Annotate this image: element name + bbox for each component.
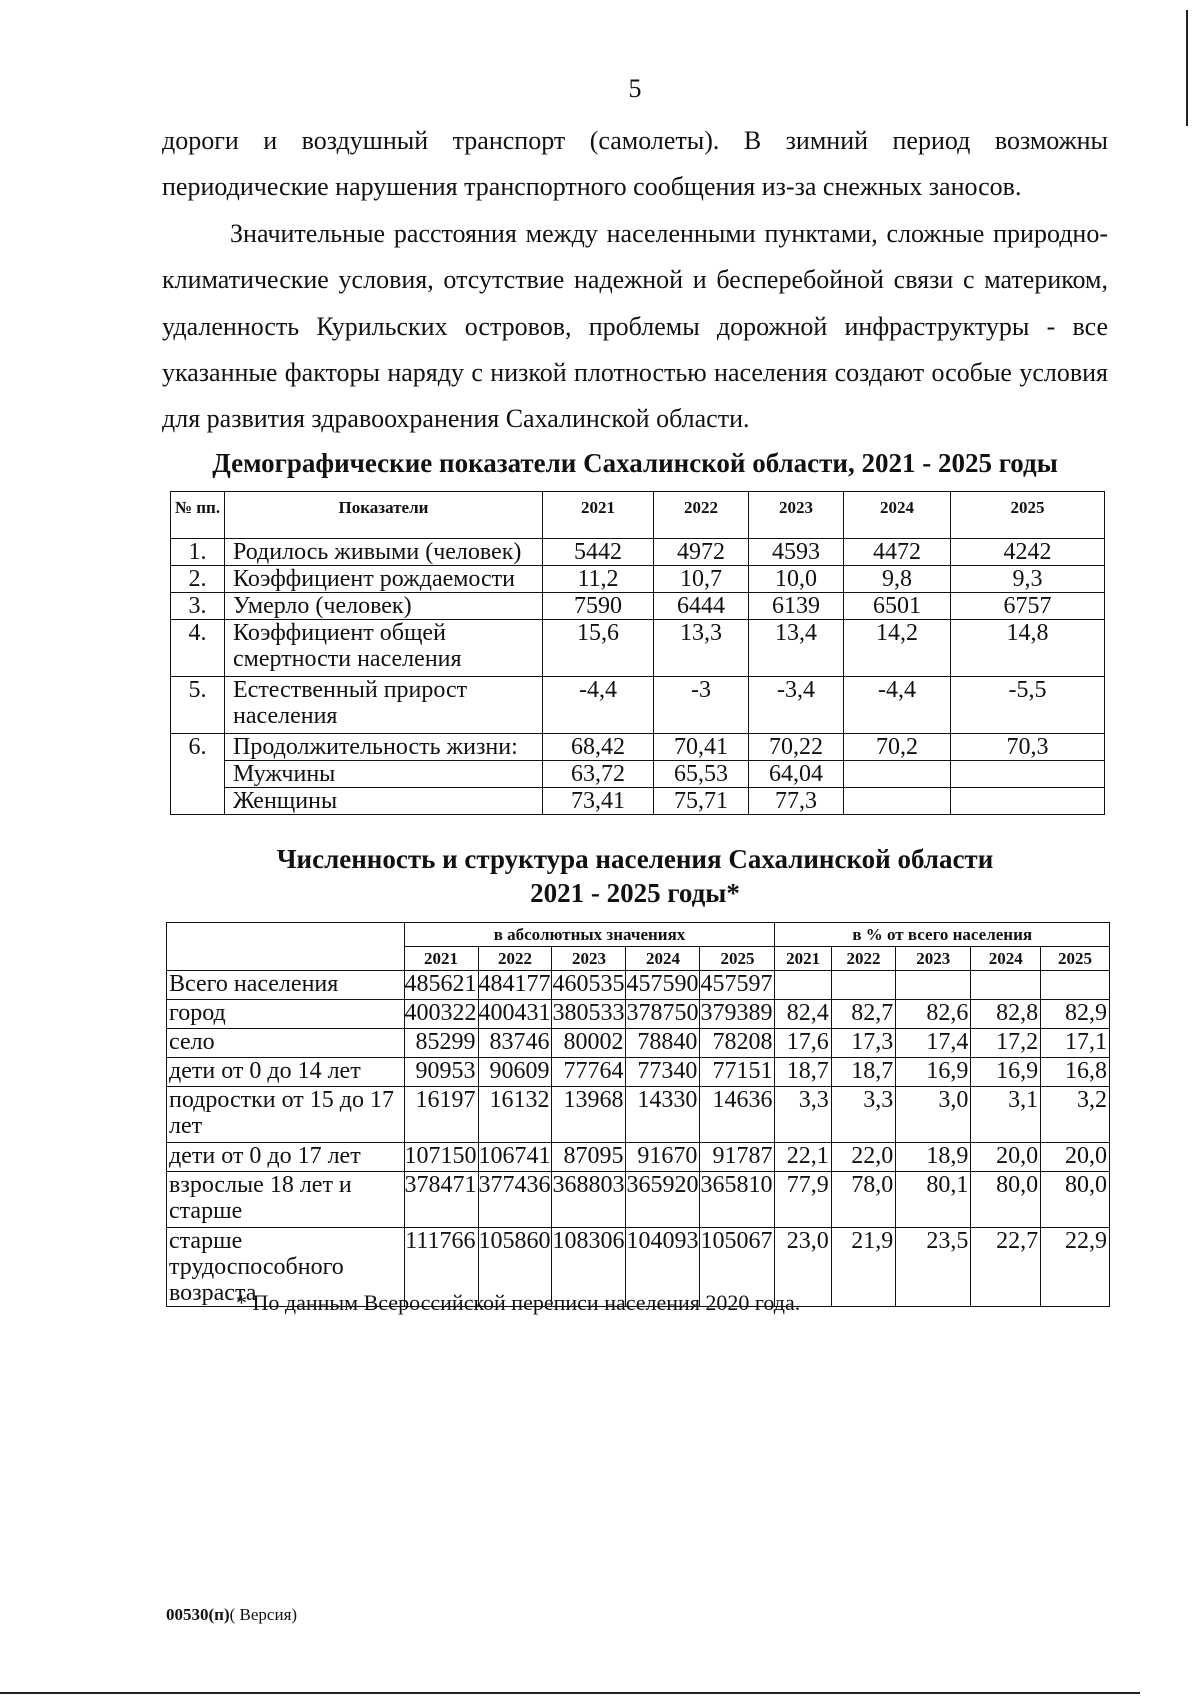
abs-cell: 77764 bbox=[552, 1058, 626, 1087]
abs-cell: 78840 bbox=[626, 1029, 700, 1058]
pct-cell: 16,8 bbox=[1041, 1058, 1110, 1087]
indicator-label: Продолжительность жизни: bbox=[225, 734, 543, 761]
table-row bbox=[167, 1172, 1110, 1228]
table-cell: 73,41 bbox=[543, 788, 654, 815]
table-cell: 10,0 bbox=[749, 566, 844, 593]
table-cell: 5442 bbox=[543, 539, 654, 566]
pct-cell bbox=[775, 971, 831, 1000]
column-header: 2024 bbox=[844, 492, 951, 539]
table-row bbox=[171, 539, 1105, 566]
abs-cell: 105067 bbox=[700, 1228, 775, 1307]
table-cell bbox=[844, 761, 951, 788]
abs-cell: 105860 bbox=[478, 1228, 552, 1307]
pct-cell: 3,3 bbox=[775, 1087, 831, 1143]
pct-cell: 17,4 bbox=[896, 1029, 971, 1058]
row-label: дети от 0 до 17 лет bbox=[167, 1143, 405, 1172]
table-cell: 6501 bbox=[844, 593, 951, 620]
population-table-title bbox=[120, 842, 1150, 910]
abs-cell: 87095 bbox=[552, 1143, 626, 1172]
table-cell: 65,53 bbox=[654, 761, 749, 788]
body-text bbox=[162, 118, 1108, 443]
pct-cell: 17,2 bbox=[971, 1029, 1041, 1058]
paragraph-2: Значительные расстояния между населенными пунктами, сложные природно-климатические условия, отсутствие надежной и бесперебойной связи с материком, удаленность Курильских островов, проблемы дорожной инфраструктуры - все указанные факторы наряду с низкой плотностью населения создают особые условия для развития здравоохранения Сахалинской области. bbox=[162, 218, 1108, 434]
pct-cell: 3,1 bbox=[971, 1087, 1041, 1143]
pct-cell: 20,0 bbox=[971, 1143, 1041, 1172]
pct-cell: 16,9 bbox=[971, 1058, 1041, 1087]
year-header: 2023 bbox=[896, 947, 971, 971]
pct-cell: 17,1 bbox=[1041, 1029, 1110, 1058]
abs-cell: 16132 bbox=[478, 1087, 552, 1143]
abs-cell: 91670 bbox=[626, 1143, 700, 1172]
abs-cell: 379389 bbox=[700, 1000, 775, 1029]
column-header: 2022 bbox=[654, 492, 749, 539]
table-cell: 4242 bbox=[951, 539, 1105, 566]
abs-cell: 485621 bbox=[404, 971, 478, 1000]
row-label: старше трудоспособного возраста bbox=[167, 1228, 405, 1307]
pct-cell: 22,7 bbox=[971, 1228, 1041, 1307]
pct-cell: 23,5 bbox=[896, 1228, 971, 1307]
abs-cell: 90953 bbox=[404, 1058, 478, 1087]
pct-cell bbox=[971, 971, 1041, 1000]
column-header: 2023 bbox=[749, 492, 844, 539]
table-row bbox=[171, 734, 1105, 761]
table-cell: 14,8 bbox=[951, 620, 1105, 677]
table-cell: 9,8 bbox=[844, 566, 951, 593]
table-cell: 13,4 bbox=[749, 620, 844, 677]
document-version: ( Версия) bbox=[229, 1605, 298, 1624]
abs-cell: 83746 bbox=[478, 1029, 552, 1058]
year-header: 2025 bbox=[1041, 947, 1110, 971]
table-cell: 4972 bbox=[654, 539, 749, 566]
pct-cell bbox=[1041, 971, 1110, 1000]
pct-cell: 22,9 bbox=[1041, 1228, 1110, 1307]
column-header: № пп. bbox=[171, 492, 225, 539]
row-label: подростки от 15 до 17 лет bbox=[167, 1087, 405, 1143]
pct-cell: 18,9 bbox=[896, 1143, 971, 1172]
abs-cell: 77151 bbox=[700, 1058, 775, 1087]
abs-cell: 457597 bbox=[700, 971, 775, 1000]
table-cell: -3 bbox=[654, 677, 749, 734]
table-cell: 15,6 bbox=[543, 620, 654, 677]
abs-cell: 378750 bbox=[626, 1000, 700, 1029]
table-cell: 70,3 bbox=[951, 734, 1105, 761]
year-header: 2022 bbox=[478, 947, 552, 971]
abs-cell: 365920 bbox=[626, 1172, 700, 1228]
abs-cell: 378471 bbox=[404, 1172, 478, 1228]
pct-cell: 18,7 bbox=[831, 1058, 896, 1087]
year-header: 2022 bbox=[831, 947, 896, 971]
pct-cell: 78,0 bbox=[831, 1172, 896, 1228]
document-code-number: 00530(п) bbox=[166, 1605, 230, 1624]
table-row bbox=[167, 1000, 1110, 1029]
year-header: 2025 bbox=[700, 947, 775, 971]
table-cell: 6757 bbox=[951, 593, 1105, 620]
indicator-label: Коэффициент общей смертности населения bbox=[225, 620, 543, 677]
column-header: 2025 bbox=[951, 492, 1105, 539]
column-header: 2021 bbox=[543, 492, 654, 539]
table-cell: 6444 bbox=[654, 593, 749, 620]
table-row bbox=[171, 761, 1105, 788]
pct-cell: 22,1 bbox=[775, 1143, 831, 1172]
abs-cell: 14330 bbox=[626, 1087, 700, 1143]
indicator-label: Естественный прирост населения bbox=[225, 677, 543, 734]
pct-cell bbox=[831, 971, 896, 1000]
table-cell bbox=[844, 788, 951, 815]
table-cell bbox=[951, 788, 1105, 815]
page-number: 5 bbox=[628, 74, 642, 103]
abs-cell: 91787 bbox=[700, 1143, 775, 1172]
pct-cell: 3,3 bbox=[831, 1087, 896, 1143]
pct-cell: 80,1 bbox=[896, 1172, 971, 1228]
year-header: 2024 bbox=[971, 947, 1041, 971]
abs-cell: 16197 bbox=[404, 1087, 478, 1143]
pct-cell: 23,0 bbox=[775, 1228, 831, 1307]
row-number: 5. bbox=[171, 677, 225, 734]
row-number: 2. bbox=[171, 566, 225, 593]
abs-cell: 365810 bbox=[700, 1172, 775, 1228]
abs-cell: 85299 bbox=[404, 1029, 478, 1058]
abs-cell: 111766 bbox=[404, 1228, 478, 1307]
table-cell: 68,42 bbox=[543, 734, 654, 761]
pct-cell: 82,9 bbox=[1041, 1000, 1110, 1029]
table-cell: 70,41 bbox=[654, 734, 749, 761]
pct-cell: 21,9 bbox=[831, 1228, 896, 1307]
table-cell: 4472 bbox=[844, 539, 951, 566]
population-table-title-line2: 2021 - 2025 годы* bbox=[530, 878, 740, 908]
pct-cell: 77,9 bbox=[775, 1172, 831, 1228]
pct-cell: 3,0 bbox=[896, 1087, 971, 1143]
abs-cell: 377436 bbox=[478, 1172, 552, 1228]
group-header-percent: в % от всего населения bbox=[775, 923, 1110, 947]
abs-cell: 106741 bbox=[478, 1143, 552, 1172]
pct-cell: 82,6 bbox=[896, 1000, 971, 1029]
abs-cell: 368803 bbox=[552, 1172, 626, 1228]
table-cell: 70,2 bbox=[844, 734, 951, 761]
indicator-label: Женщины bbox=[225, 788, 543, 815]
row-number: 6. bbox=[171, 734, 225, 815]
table-cell: 6139 bbox=[749, 593, 844, 620]
table-cell: 63,72 bbox=[543, 761, 654, 788]
abs-cell: 80002 bbox=[552, 1029, 626, 1058]
abs-cell: 108306 bbox=[552, 1228, 626, 1307]
year-header: 2021 bbox=[775, 947, 831, 971]
abs-cell: 460535 bbox=[552, 971, 626, 1000]
table-cell: 13,3 bbox=[654, 620, 749, 677]
table-row bbox=[171, 593, 1105, 620]
pct-cell: 20,0 bbox=[1041, 1143, 1110, 1172]
table-cell: 70,22 bbox=[749, 734, 844, 761]
abs-cell: 104093 bbox=[626, 1228, 700, 1307]
pct-cell: 82,8 bbox=[971, 1000, 1041, 1029]
table-cell: 64,04 bbox=[749, 761, 844, 788]
population-table bbox=[166, 922, 1110, 1307]
row-label: Всего населения bbox=[167, 971, 405, 1000]
abs-cell: 77340 bbox=[626, 1058, 700, 1087]
pct-cell: 82,4 bbox=[775, 1000, 831, 1029]
table-cell: 4593 bbox=[749, 539, 844, 566]
group-header-absolute: в абсолютных значениях bbox=[404, 923, 775, 947]
document-code bbox=[166, 1605, 297, 1625]
table-cell: 10,7 bbox=[654, 566, 749, 593]
pct-cell bbox=[896, 971, 971, 1000]
year-header: 2024 bbox=[626, 947, 700, 971]
table-row bbox=[167, 971, 1110, 1000]
indicator-label: Умерло (человек) bbox=[225, 593, 543, 620]
abs-cell: 380533 bbox=[552, 1000, 626, 1029]
row-number: 3. bbox=[171, 593, 225, 620]
row-number: 1. bbox=[171, 539, 225, 566]
table-row bbox=[167, 1029, 1110, 1058]
pct-cell: 22,0 bbox=[831, 1143, 896, 1172]
column-header: Показатели bbox=[225, 492, 543, 539]
corner-cell bbox=[167, 923, 405, 971]
table-cell: -4,4 bbox=[543, 677, 654, 734]
paragraph-1: дороги и воздушный транспорт (самолеты). В зимний период возможны периодические нарушения транспортного сообщения из-за снежных заносов. bbox=[162, 126, 1108, 202]
table-row bbox=[171, 677, 1105, 734]
pct-cell: 80,0 bbox=[971, 1172, 1041, 1228]
pct-cell: 82,7 bbox=[831, 1000, 896, 1029]
indicator-label: Мужчины bbox=[225, 761, 543, 788]
pct-cell: 16,9 bbox=[896, 1058, 971, 1087]
abs-cell: 400322 bbox=[404, 1000, 478, 1029]
indicator-label: Коэффициент рождаемости bbox=[225, 566, 543, 593]
pct-cell: 17,3 bbox=[831, 1029, 896, 1058]
table-cell: 77,3 bbox=[749, 788, 844, 815]
row-label: взрослые 18 лет и старше bbox=[167, 1172, 405, 1228]
table-cell: 7590 bbox=[543, 593, 654, 620]
abs-cell: 14636 bbox=[700, 1087, 775, 1143]
table-cell: 75,71 bbox=[654, 788, 749, 815]
group-header-row bbox=[167, 923, 1110, 947]
pct-cell: 80,0 bbox=[1041, 1172, 1110, 1228]
table-row bbox=[167, 1058, 1110, 1087]
scan-edge-line bbox=[1186, 10, 1188, 126]
abs-cell: 78208 bbox=[700, 1029, 775, 1058]
footnote: * По данным Всероссийской переписи населения 2020 года. bbox=[236, 1290, 801, 1315]
demographic-table-title: Демографические показатели Сахалинской области, 2021 - 2025 годы bbox=[212, 448, 1058, 478]
year-header: 2023 bbox=[552, 947, 626, 971]
table-cell: -3,4 bbox=[749, 677, 844, 734]
row-number: 4. bbox=[171, 620, 225, 677]
abs-cell: 107150 bbox=[404, 1143, 478, 1172]
table-row bbox=[171, 620, 1105, 677]
table-row bbox=[167, 1087, 1110, 1143]
pct-cell: 18,7 bbox=[775, 1058, 831, 1087]
table-cell bbox=[951, 761, 1105, 788]
row-label: дети от 0 до 14 лет bbox=[167, 1058, 405, 1087]
table-cell: -5,5 bbox=[951, 677, 1105, 734]
table-row bbox=[171, 788, 1105, 815]
row-label: село bbox=[167, 1029, 405, 1058]
table-cell: 14,2 bbox=[844, 620, 951, 677]
year-header: 2021 bbox=[404, 947, 478, 971]
table-row bbox=[167, 1143, 1110, 1172]
pct-cell: 17,6 bbox=[775, 1029, 831, 1058]
scan-edge-line-bottom bbox=[0, 1692, 1140, 1694]
table-row bbox=[171, 566, 1105, 593]
abs-cell: 484177 bbox=[478, 971, 552, 1000]
table-cell: 11,2 bbox=[543, 566, 654, 593]
indicator-label: Родилось живыми (человек) bbox=[225, 539, 543, 566]
population-table-title-line1: Численность и структура населения Сахалинской области bbox=[276, 844, 994, 874]
table-cell: 9,3 bbox=[951, 566, 1105, 593]
table-cell: -4,4 bbox=[844, 677, 951, 734]
abs-cell: 400431 bbox=[478, 1000, 552, 1029]
abs-cell: 457590 bbox=[626, 971, 700, 1000]
abs-cell: 90609 bbox=[478, 1058, 552, 1087]
demographic-table bbox=[170, 491, 1105, 815]
row-label: город bbox=[167, 1000, 405, 1029]
table-header-row bbox=[171, 492, 1105, 539]
pct-cell: 3,2 bbox=[1041, 1087, 1110, 1143]
abs-cell: 13968 bbox=[552, 1087, 626, 1143]
